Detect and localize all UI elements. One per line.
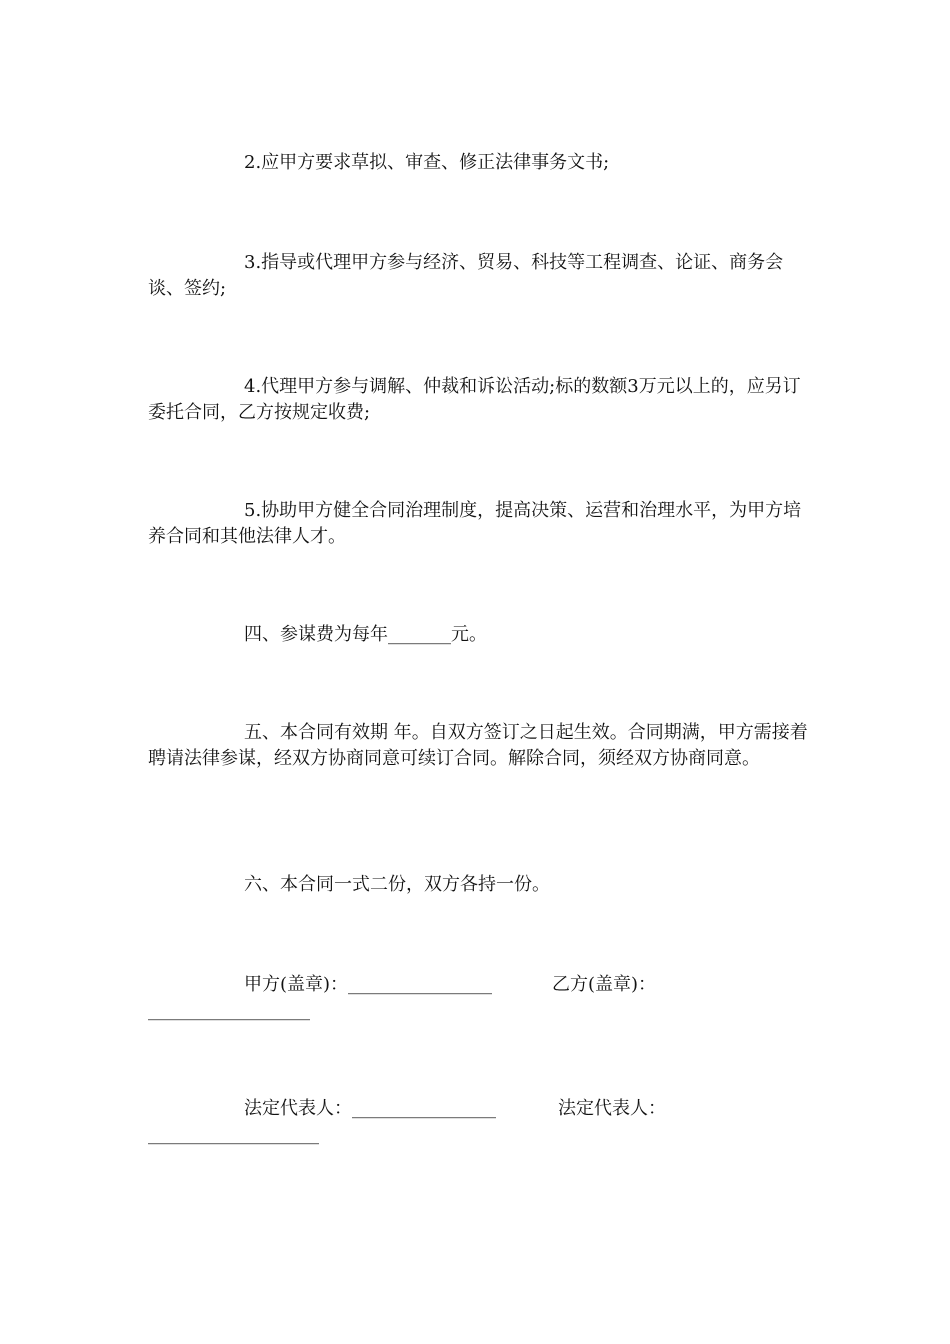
clause-2: 2.应甲方要求草拟、审查、修正法律事务文书; (244, 152, 610, 173)
clause-4: 4.代理甲方参与调解、仲裁和诉讼活动;标的数额3万元以上的，应另订委托合同，乙方按规定收费; (148, 376, 801, 423)
party-b-representative-line: ___________________ (148, 1124, 319, 1145)
party-a-representative-label: 法定代表人：________________ (244, 1098, 496, 1119)
document-page (148, 0, 808, 1344)
clause-3: 3.指导或代理甲方参与经济、贸易、科技等工程调查、论证、商务会谈、签约; (148, 252, 784, 299)
article-4-fee: 四、参谋费为每年_______元。 (244, 624, 487, 645)
representative-signature-row (148, 1096, 808, 1156)
article-6-copies: 六、本合同一式二份，双方各持一份。 (244, 874, 550, 895)
seal-signature-row (148, 972, 808, 1032)
clause-5: 5.协助甲方健全合同治理制度，提高决策、运营和治理水平，为甲方培养合同和其他法律人才。 (148, 500, 802, 547)
article-5-term: 五、本合同有效期 年。自双方签订之日起生效。合同期满，甲方需接着聘请法律参谋，经双方协商同意可续订合同。解除合同，须经双方协商同意。 (148, 722, 808, 769)
party-b-seal-line: __________________ (148, 1000, 310, 1021)
party-a-seal-label: 甲方(盖章)：________________ (244, 974, 493, 995)
party-b-seal-label: 乙方(盖章)： (552, 974, 657, 995)
party-b-representative-label: 法定代表人： (558, 1098, 666, 1119)
